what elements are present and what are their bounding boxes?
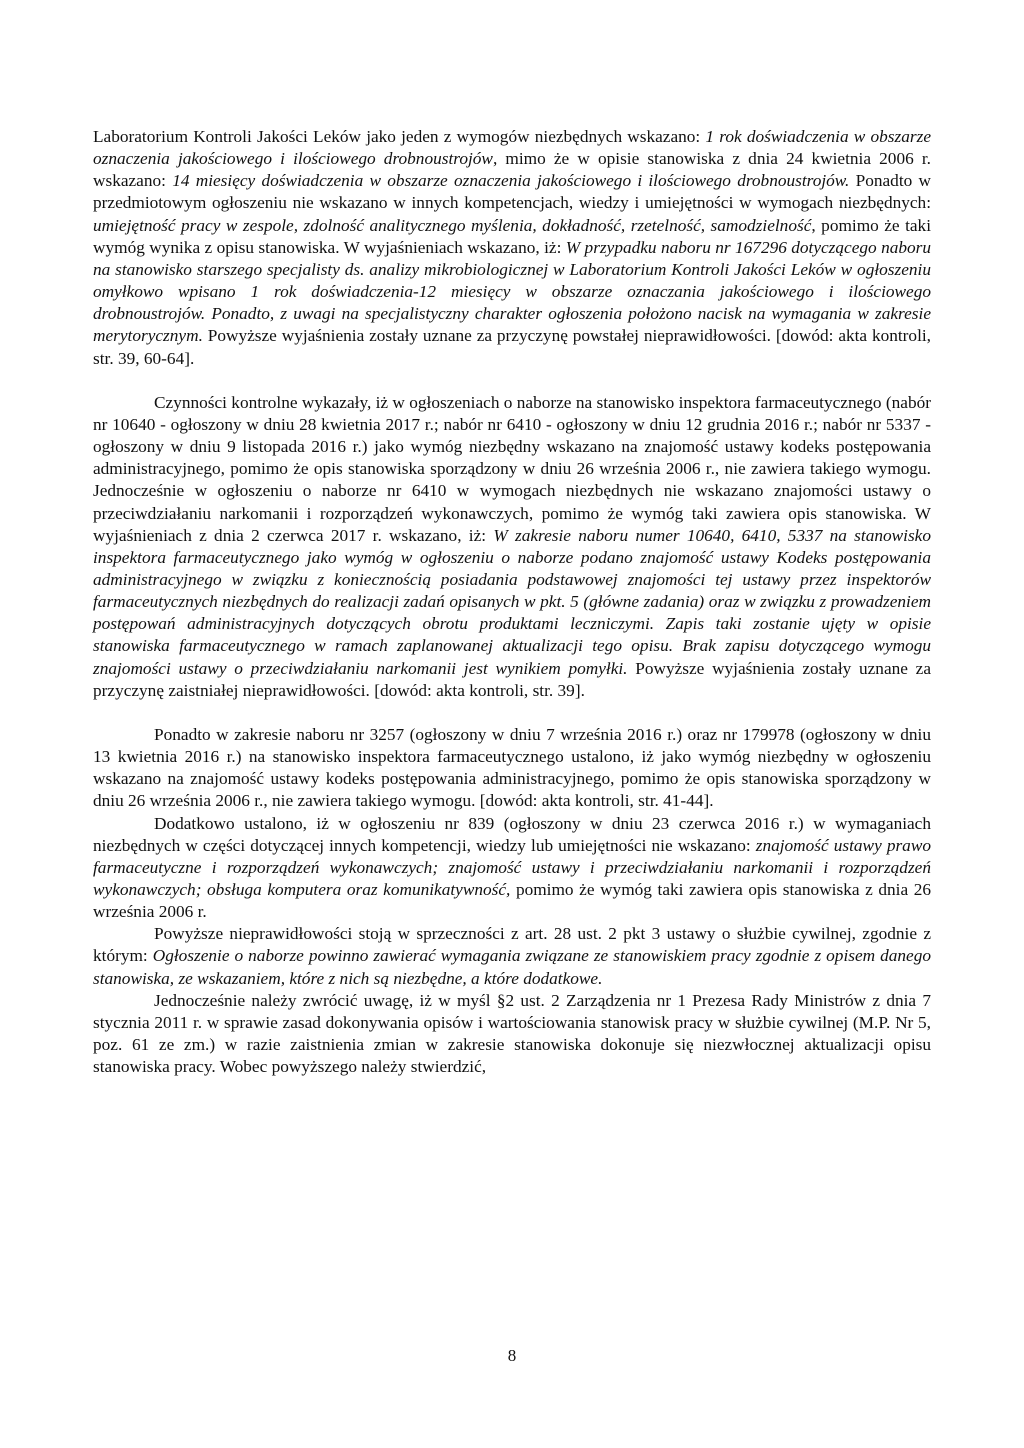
text-run: Dodatkowo ustalono, iż w ogłoszeniu nr 839 (ogłoszony w dniu 23 czerwca 2016 r.) w wymaganiach niezbędnych w części dotyczącej innych kompetencji, wiedzy lub umiejętności nie wskazano:: [93, 813, 931, 855]
text-run: Powyższe nieprawidłowości stoją w sprzeczności z art. 28 ust. 2 pkt 3 ustawy o służbie cywilnej, zgodnie z którym:: [93, 924, 931, 966]
text-run: Powyższe wyjaśnienia zostały uznane za przyczynę powstałej nieprawidłowości. [dowód: akta kontroli, str. 39, 60-64].: [93, 326, 931, 368]
page-number: 8: [507, 1346, 517, 1365]
italic-quote: W zakresie naboru numer 10640, 6410, 5337 na stanowisko inspektora farmaceutycznego jako wymóg w ogłoszeniu o naborze podano znajomość ustawy Kodeks postępowania administracyjnego w związku z koniecznością posiadania podstawowej znajomości tej ustawy przez inspektorów farmaceutycznych niezbędnych do realizacji zadań opisanych w pkt. 5 (główne zadania) oraz w związku z prowadzeniem postępowań administracyjnych dotyczących obrotu produktami leczniczymi. Zapis taki zostanie ujęty w opisie stanowiska farmaceutycznego w ramach zaplanowanej aktualizacji tego opisu. Brak zapisu dotyczącego wymogu znajomości ustawy o przeciwdziałaniu narkomanii jest wynikiem pomyłki.: [93, 525, 931, 678]
text-run: Czynności kontrolne wykazały, iż w ogłoszeniach o naborze na stanowisko inspektora farmaceutycznego (nabór nr 10640 - ogłoszony w dniu 28 kwietnia 2017 r.; nabór nr 6410 - ogłoszony w dniu 12 grudnia 2016 r.; nabór nr 5337 - ogłoszony w dniu 9 listopada 2016 r.) jako wymóg niezbędny wskazano na znajomość ustawy kodeks postępowania administracyjnego, pomimo że opis stanowiska sporządzony w dniu 26 września 2006 r., nie zawiera takiego wymogu. Jednocześnie w ogłoszeniu o naborze nr 6410 w wymogach niezbędnych nie wskazano znajomości ustawy o przeciwdziałaniu narkomanii i rozporządzeń wykonawczych, pomimo że wymóg taki zawiera opis stanowiska. W wyjaśnieniach z dnia 2 czerwca 2017 r. wskazano, iż:: [93, 392, 931, 545]
paragraph: [93, 923, 931, 989]
italic-quote: znajomość ustawy prawo farmaceutyczne i rozporządzeń wykonawczych; znajomość ustawy i przeciwdziałaniu narkomanii i rozporządzeń wykonawczych; obsługa komputera oraz komunikatywność,: [93, 835, 931, 899]
text-run: Laboratorium Kontroli Jakości Leków jako jeden z wymogów niezbędnych wskazano:: [93, 127, 706, 146]
text-run: Jednocześnie należy zwrócić uwagę, iż w myśl §2 ust. 2 Zarządzenia nr 1 Prezesa Rady Ministrów z dnia 7 stycznia 2011 r. w sprawie zasad dokonywania opisów i wartościowania stanowisk pracy w służbie cywilnej (M.P. Nr 5, poz. 61 ze zm.) w razie zaistnienia zmian w zakresie stanowiska dokonuje się niezwłocznej aktualizacji opisu stanowiska pracy. Wobec powyższego należy stwierdzić,: [93, 990, 931, 1077]
italic-quote: W przypadku naboru nr 167296 dotyczącego naboru na stanowisko starszego specjalisty ds. analizy mikrobiologicznej w Laboratorium Kontroli Jakości Leków w ogłoszeniu omyłkowo wpisano 1 rok doświadczenia-12 miesięcy w obszarze oznaczania jakościowego i ilościowego drobnoustrojów. Ponadto, z uwagi na specjalistyczny charakter ogłoszenia położono nacisk na wymagania w zakresie merytorycznym.: [93, 237, 931, 346]
italic-quote: 14 miesięcy doświadczenia w obszarze oznaczenia jakościowego i ilościowego drobnoustrojów.: [172, 171, 850, 191]
text-run: Ponadto w zakresie naboru nr 3257 (ogłoszony w dniu 7 września 2016 r.) oraz nr 179978 (ogłoszony w dniu 13 kwietnia 2016 r.) na stanowisko inspektora farmaceutycznego ustalono, iż jako wymóg niezbędny w ogłoszeniu wskazano na znajomość ustawy kodeks postępowania administracyjnego, pomimo że opis stanowiska sporządzony w dniu 26 września 2006 r., nie zawiera takiego wymogu. [dowód: akta kontroli, str. 41-44].: [93, 724, 931, 811]
document-body: [93, 126, 931, 1078]
text-run: pomimo że wymóg taki zawiera opis stanowiska z dnia 26 września 2006 r.: [93, 880, 931, 922]
paragraph: [93, 392, 931, 702]
paragraph: [93, 990, 931, 1079]
text-run: , mimo że w opisie stanowiska z dnia 24 kwietnia 2006 r. wskazano:: [93, 149, 931, 191]
text-run: , pomimo że taki wymóg wynika z opisu stanowiska. W wyjaśnieniach wskazano, iż:: [93, 215, 931, 257]
italic-quote: umiejętność pracy w zespole, zdolność analitycznego myślenia, dokładność, rzetelność, samodzielność: [93, 215, 812, 235]
paragraph: [93, 126, 931, 370]
italic-quote: 1 rok doświadczenia w obszarze oznaczenia jakościowego i ilościowego drobnoustrojów: [93, 127, 931, 169]
paragraph: [93, 724, 931, 813]
paragraph: [93, 813, 931, 924]
text-run: Powyższe wyjaśnienia zostały uznane za przyczynę zaistniałej nieprawidłowości. [dowód: akta kontroli, str. 39].: [93, 658, 931, 700]
text-run: Ponadto w przedmiotowym ogłoszeniu nie wskazano w innych kompetencjach, wiedzy i umiejętności w wymogach niezbędnych:: [93, 171, 931, 213]
italic-quote: Ogłoszenie o naborze powinno zawierać wymagania związane ze stanowiskiem pracy zgodnie z opisem danego stanowiska, ze wskazaniem, które z nich są niezbędne, a które dodatkowe.: [93, 946, 932, 988]
